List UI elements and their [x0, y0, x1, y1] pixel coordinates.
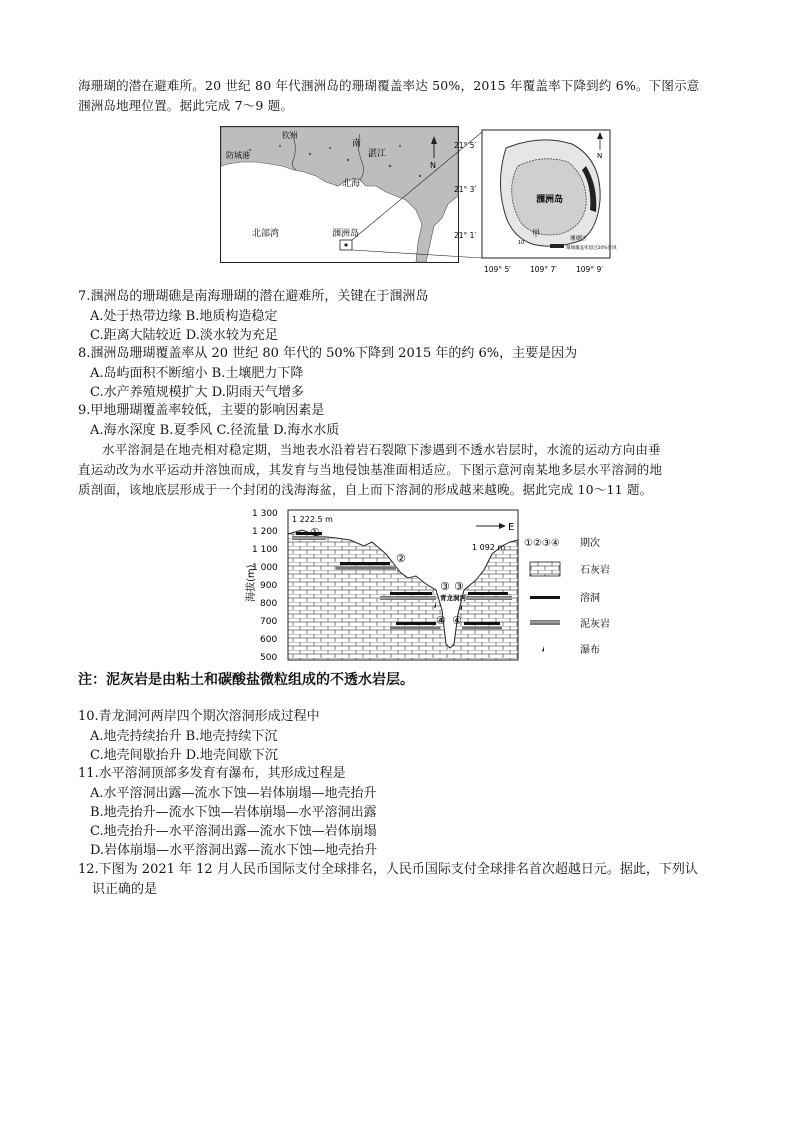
profile-top-right-label: 1 092 m — [472, 543, 506, 552]
intro2-line2: 直运动改为水平运动并溶蚀而成，其发育与当地侵蚀基准面相适应。下图示意河南某地多层水平溶洞的地 — [78, 462, 663, 477]
question-7-option: C.距离大陆较近 D.淡水较为充足 — [90, 328, 278, 343]
question-11-option: B.地壳抬升—流水下蚀—岩体崩塌—水平溶洞出露 — [90, 805, 377, 820]
question-11-option: D.岩体崩塌—水平溶洞出露—流水下蚀—地壳抬升 — [90, 843, 378, 858]
question-10-stem: 10.青龙洞河两岸四个期次溶洞形成过程中 — [78, 709, 320, 724]
river-label: 青龙洞河 — [440, 594, 466, 602]
ytick-600: 600 — [260, 635, 278, 645]
profile-note: 注：泥灰岩是由粘土和碳酸盐微粒组成的不透水岩层。 — [78, 672, 414, 688]
cave-level-4-left — [396, 622, 436, 625]
intro1-line2: 涠洲岛地理位置。据此完成 7～9 题。 — [78, 98, 294, 113]
legend-label-waterfall: 瀑布 — [580, 645, 600, 656]
question-12-stem — [78, 860, 738, 900]
question-11-option: A.水平溶洞出露—流水下蚀—岩体崩塌—地壳抬升 — [90, 786, 377, 801]
legend-label-marl: 泥灰岩 — [580, 619, 610, 630]
label-qinzhou: 钦州 — [282, 131, 298, 140]
inset-jia-label: 甲 — [532, 229, 540, 238]
question-12-line1: 12.下图为 2021 年 12 月人民币国际支付全球排名，人民币国际支付全球排名首次超越日元。据此，下列认 — [78, 862, 698, 877]
question-11-option: C.地壳抬升—水平溶洞出露—流水下蚀—岩体崩塌 — [90, 824, 377, 839]
legend-label-cave: 溶洞 — [580, 593, 600, 604]
svg-text:N: N — [597, 152, 603, 160]
ytick-800: 800 — [260, 599, 278, 609]
lat-label-2: 21° 3′ — [454, 185, 477, 194]
question-9-option: A.海水深度 B.夏季风 C.径流量 D.海水水质 — [90, 423, 340, 438]
cave-level-3-right — [468, 592, 508, 595]
legend-waterfall-icon — [542, 646, 544, 652]
marl-layer — [390, 626, 440, 630]
ytick-1000: 1 000 — [252, 563, 278, 573]
question-9-stem: 9.甲地珊瑚覆盖率较低，主要的影响因素是 — [78, 403, 325, 418]
svg-text:N: N — [430, 161, 436, 170]
stage-mark-3-right: ③ — [454, 580, 464, 593]
intro-paragraph-2 — [78, 440, 728, 500]
profile-legend — [524, 536, 610, 656]
inset-scale-label: 10 — [518, 240, 525, 246]
legend-label-stages: 期次 — [580, 538, 600, 549]
question-12-line2: 识正确的是 — [92, 882, 158, 897]
profile-top-left-label: 1 222.5 m — [292, 515, 333, 524]
intro-paragraph-1 — [78, 76, 728, 116]
stage-mark-1: ① — [310, 526, 320, 539]
ytick-1100: 1 100 — [252, 545, 278, 555]
stage-mark-4-left: ④ — [436, 614, 446, 627]
cave-level-4-right — [464, 622, 500, 625]
cave-level-3-left — [390, 592, 432, 595]
ytick-1200: 1 200 — [252, 527, 278, 537]
inset-legend-1: 珊瑚区 — [570, 236, 587, 242]
label-fangchenggang: 防城港 — [226, 151, 250, 160]
question-7-option: A.处于热带边缘 B.地质构造稳定 — [90, 309, 278, 324]
stage-mark-4-right: ④ — [452, 614, 462, 627]
lon-label-1: 109° 5′ — [484, 265, 511, 274]
profile-ylabel: 海拔(m) — [246, 564, 257, 602]
label-zhanjiang: 湛江 — [368, 149, 387, 159]
svg-text:E: E — [508, 522, 515, 533]
label-nan: 南 — [352, 139, 362, 149]
question-10-option: A.地壳持续抬升 B.地壳持续下沉 — [90, 729, 278, 744]
inset-legend-2: 珊瑚覆盖率超过20%区域 — [566, 246, 617, 251]
ytick-1300: 1 300 — [252, 509, 278, 519]
question-8-stem: 8.涠洲岛珊瑚覆盖率从 20 世纪 80 年代的 50%下降到 2015 年的约 6%，主要是因为 — [78, 346, 578, 361]
label-beibuwan: 北部湾 — [252, 229, 280, 239]
ytick-500: 500 — [260, 653, 278, 663]
ytick-900: 900 — [260, 581, 278, 591]
cave-level-2 — [340, 562, 390, 565]
lat-label-3: 21° 1′ — [454, 231, 477, 240]
inset-legend-swatch — [550, 244, 564, 248]
weizhou-location-map — [220, 126, 620, 276]
label-beihai: 北海 — [342, 179, 361, 189]
intro1-line1: 海珊瑚的潜在避难所。20 世纪 80 年代涠洲岛的珊瑚覆盖率达 50%，2015 年覆盖率下降到约 6%。下图示意 — [78, 78, 700, 93]
cave-profile-diagram — [240, 506, 620, 666]
marl-layer — [462, 626, 502, 630]
stage-mark-3-left: ③ — [440, 580, 450, 593]
question-8-option: C.水产养殖规模扩大 D.阴雨天气增多 — [90, 385, 304, 400]
island-dot — [344, 243, 347, 246]
question-8-option: A.岛屿面积不断缩小 B.土壤肥力下降 — [90, 366, 304, 381]
stage-mark-2: ② — [396, 552, 406, 565]
inset-island-label: 涠洲岛 — [536, 195, 564, 205]
marl-layer — [380, 596, 436, 600]
legend-key-stages: ①②③④ — [524, 538, 560, 549]
marl-layer — [292, 536, 326, 540]
intro2-line1: 水平溶洞是在地壳相对稳定期，当地表水沿着岩石裂隙下渗遇到不透水岩层时，水流的运动方向由垂 — [102, 442, 661, 457]
lon-label-2: 109° 7′ — [530, 265, 557, 274]
lon-label-3: 109° 9′ — [576, 265, 603, 274]
question-7-stem: 7.涠洲岛的珊瑚礁是南海珊瑚的潜在避难所，关键在于涠洲岛 — [78, 289, 429, 304]
legend-label-limestone: 石灰岩 — [580, 565, 610, 576]
lat-label-1: 21° 5′ — [454, 141, 477, 150]
legend-marl-swatch — [530, 620, 560, 625]
label-weizhoudao: 涠洲岛 — [332, 229, 360, 239]
question-11-stem: 11.水平溶洞顶部多发育有瀑布，其形成过程是 — [78, 766, 346, 781]
intro2-line3: 质剖面，该地底层形成于一个封闭的浅海海盆，自上而下溶洞的形成越来越晚。据此完成 10～11 题。 — [78, 482, 653, 497]
ytick-700: 700 — [260, 617, 278, 627]
marl-layer — [466, 596, 512, 600]
question-10-option: C.地壳间歇抬升 D.地壳间歇下沉 — [90, 748, 278, 763]
marl-layer — [336, 566, 396, 570]
legend-cave-swatch — [530, 596, 560, 599]
legend-limestone-swatch — [530, 562, 560, 576]
